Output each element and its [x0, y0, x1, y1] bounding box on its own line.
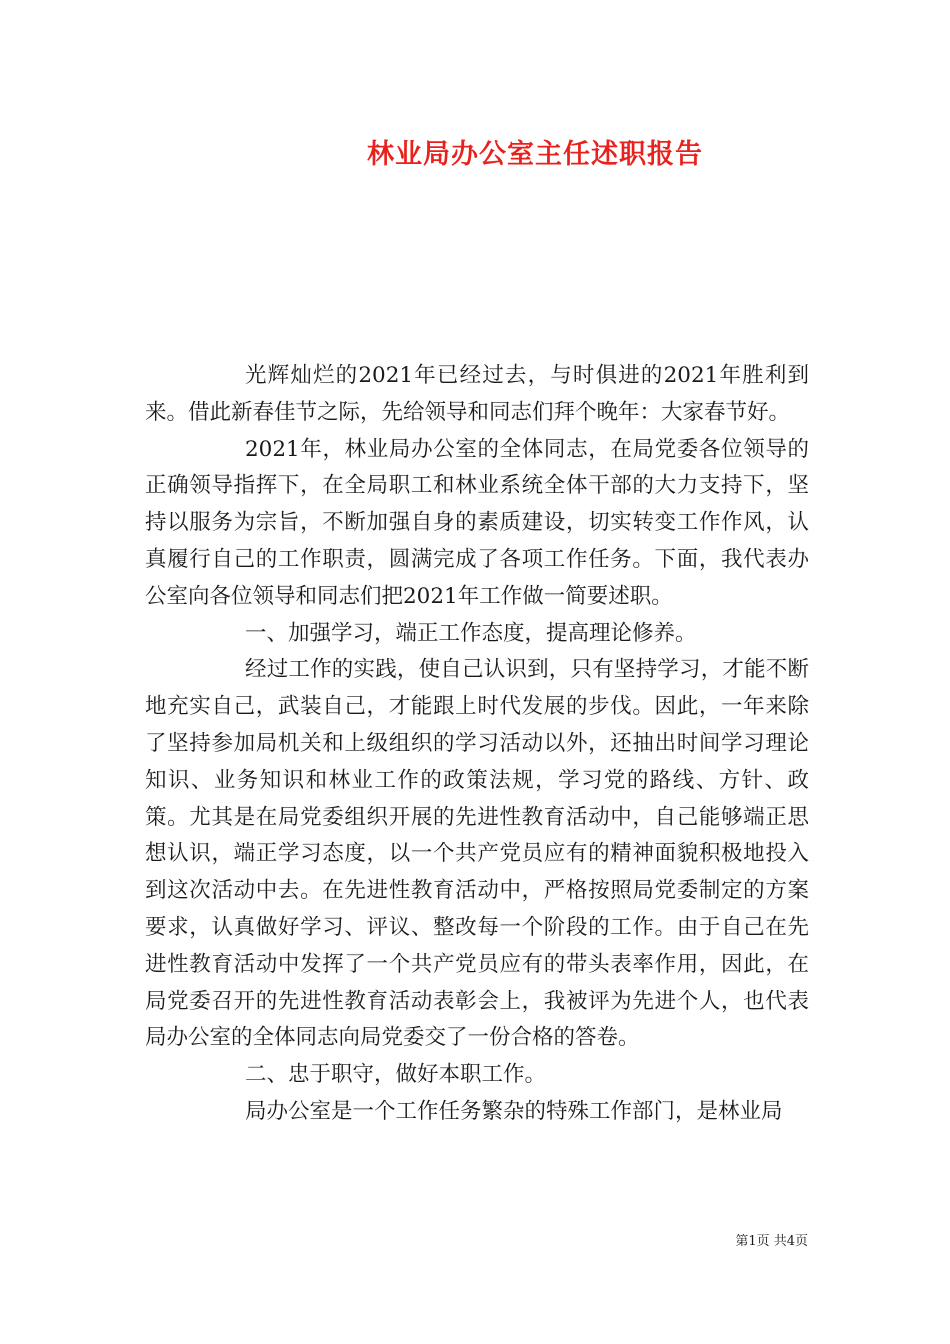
document-title: 林业局办公室主任述职报告 [367, 139, 703, 170]
paragraph-2: 2021年，林业局办公室的全体同志，在局党委各位领导的正确领导指挥下，在全局职工和林业系统全体干部的大力支持下，坚持以服务为宗旨，不断加强自身的素质建设，切实转变工作作风，认真履行自己的工作职责，圆满完成了各项工作任务。下面，我代表办公室向各位领导和同志们把2021年工作做一简要述职。 [145, 436, 809, 609]
page-number-footer: 第1页 共4页 [735, 1234, 808, 1249]
section-heading-1: 一、加强学习，端正工作态度，提高理论修养。 [245, 620, 697, 646]
paragraph-3: 经过工作的实践，使自己认识到，只有坚持学习，才能不断地充实自己，武装自己，才能跟上时代发展的步伐。因此，一年来除了坚持参加局机关和上级组织的学习活动以外，还抽出时间学习理论知识、业务知识和林业工作的政策法规，学习党的路线、方针、政策。尤其是在局党委组织开展的先进性教育活动中，自己能够端正思想认识，端正学习态度，以一个共产党员应有的精神面貌积极地投入到这次活动中去。在先进性教育活动中，严格按照局党委制定的方案要求，认真做好学习、评议、整改每一个阶段的工作。由于自己在先进性教育活动中发挥了一个共产党员应有的带头表率作用，因此，在局党委召开的先进性教育活动表彰会上，我被评为先进个人，也代表局办公室的全体同志向局党委交了一份合格的答卷。 [145, 657, 809, 1051]
paragraph-4: 局办公室是一个工作任务繁杂的特殊工作部门，是林业局 [245, 1098, 783, 1124]
paragraph-1: 光辉灿烂的2021年已经过去，与时俱进的2021年胜利到来。借此新春佳节之际，先给领导和同志们拜个晚年：大家春节好。 [145, 363, 809, 425]
document-body [145, 358, 809, 1131]
section-heading-2: 二、忠于职守，做好本职工作。 [245, 1062, 547, 1088]
